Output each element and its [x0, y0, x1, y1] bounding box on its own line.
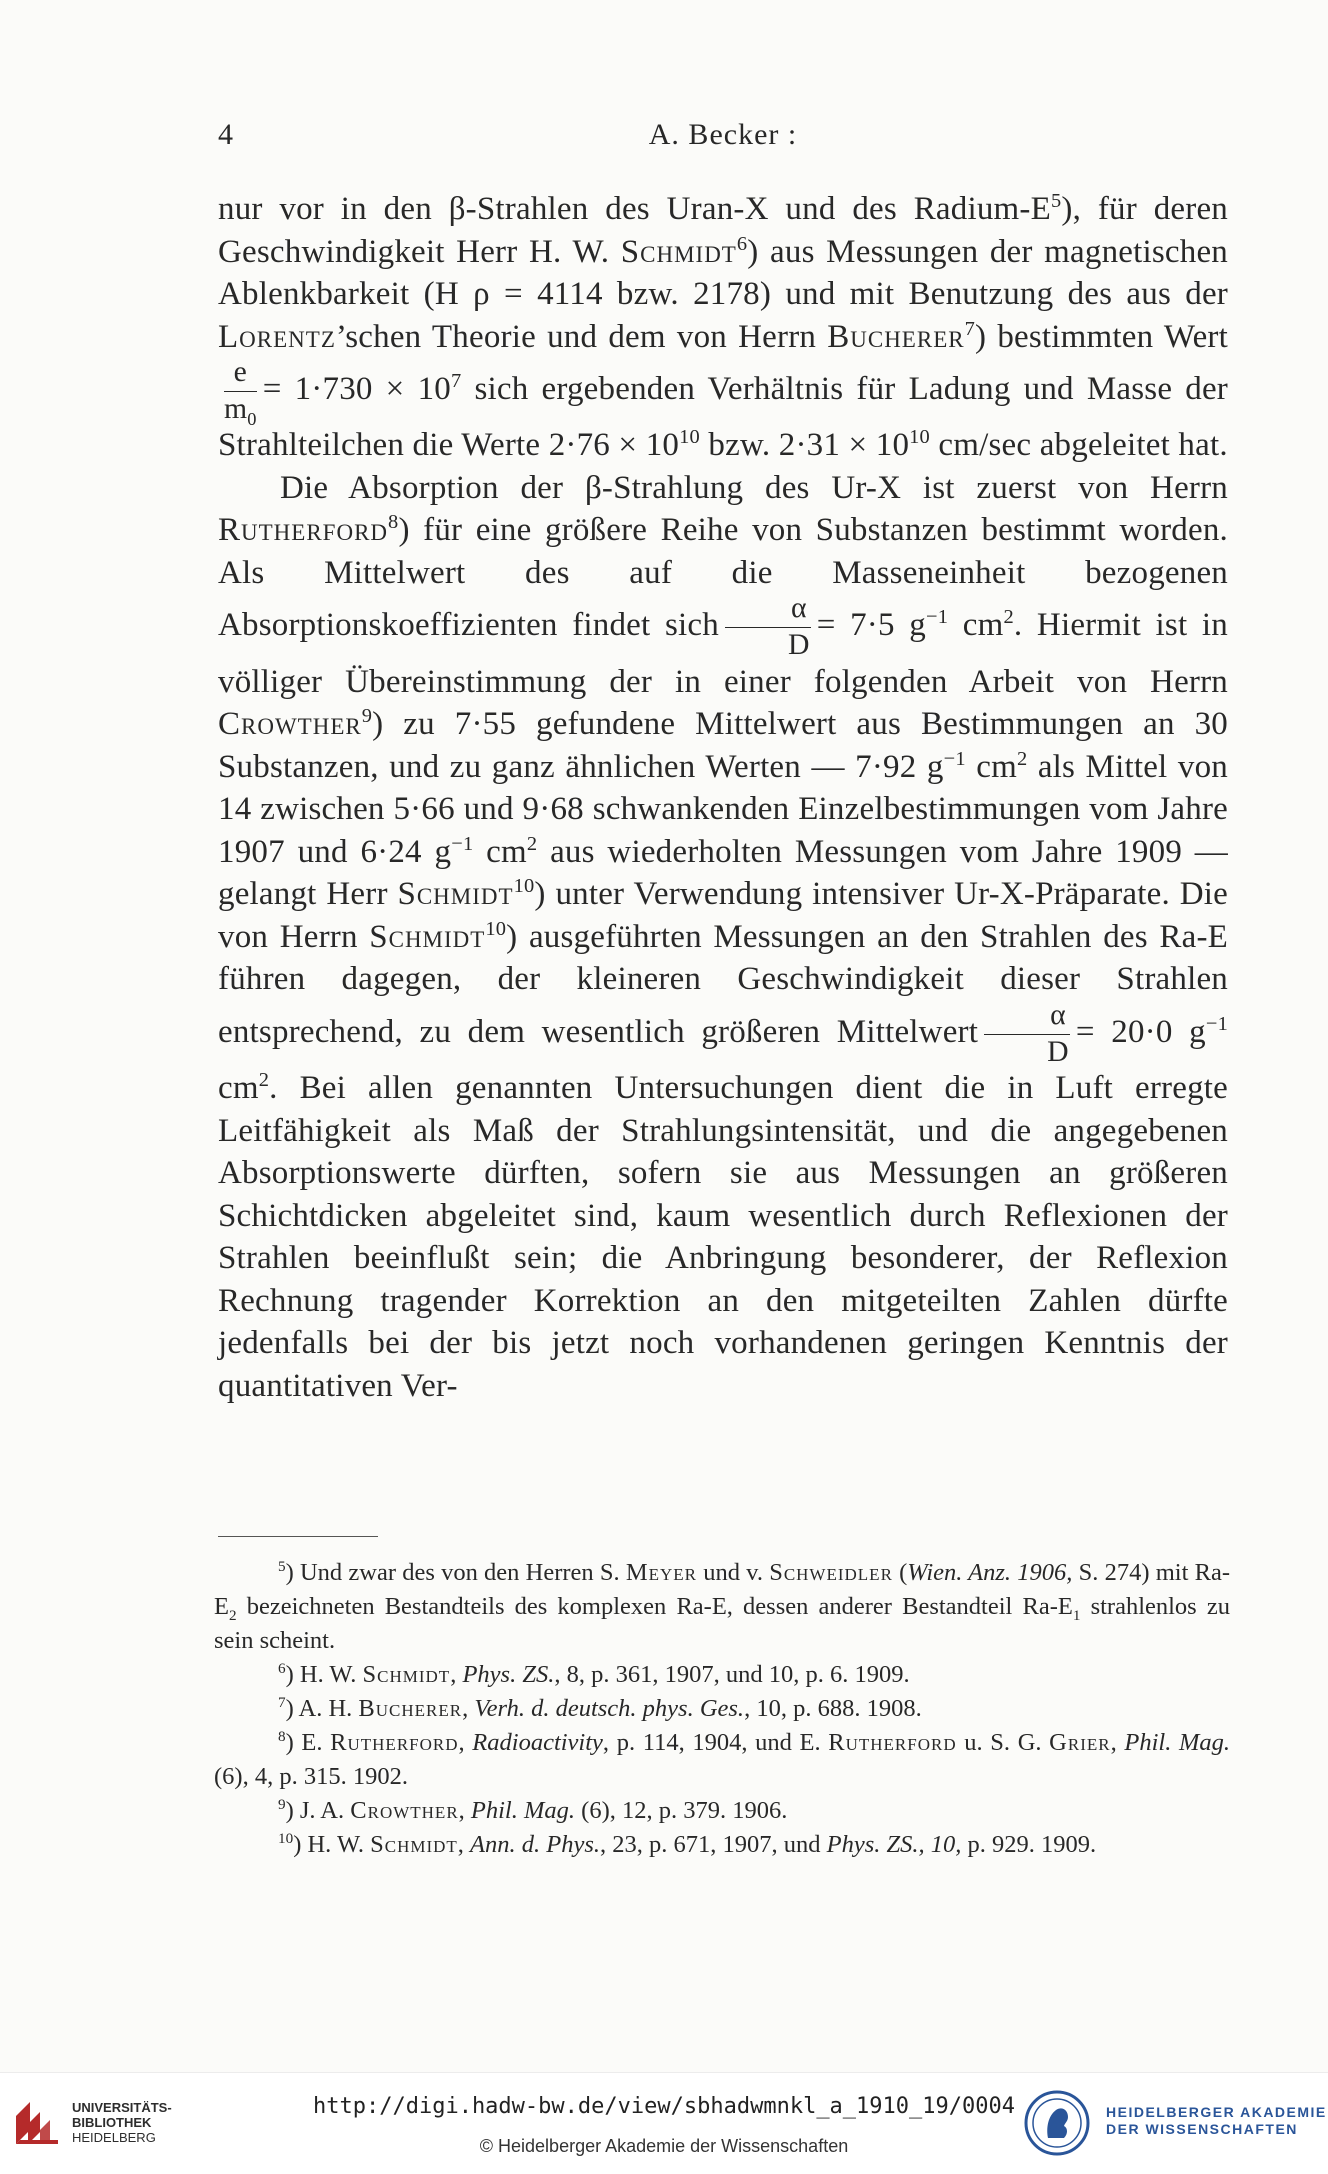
fraction-alpha-over-d: $\frac{\alpha}{D}$	[725, 594, 811, 660]
university-library-name: UNIVERSITÄTS- BIBLIOTHEK HEIDELBERG	[72, 2100, 172, 2145]
author-name: Lorentz	[218, 318, 336, 355]
footnote-10: $^{10}$) H. W. Schmidt, Ann. d. Phys., 23, p. 671, 1907, und Phys. ZS., 10, p. 929. 1909.	[278, 1829, 1097, 1858]
copyright-notice: © Heidelberger Akademie der Wissenschaften	[479, 2136, 849, 2156]
author-name: Rutherford	[218, 512, 389, 549]
footnote-5: $^5$) Und zwar des von den Herren S. Meyer und v. Schweidler (Wien. Anz. 1906, S. 274) mit $Ra-E_2$ bezeichneten Bestandteils des komplexen Ra-E, dessen anderer Bestandteil $Ra-E_1$ strahlenlos zu sein scheint.	[214, 1557, 1230, 1654]
author-name: Schmidt	[397, 876, 514, 913]
paragraph-2: Die Absorption der β-Strahlung des Ur-X ist zuerst von Herrn Rutherford$^8$) für eine größere Reihe von Substanzen bestimmt worden. Als Mittelwert des auf die Masseneinheit bezogenen Absorptionskoeffizienten findet sich $\frac{\alpha}{D}$ = 7·5 $g^{-1}$ $cm^2$. Hiermit ist in völliger Übereinstimmung der in einer folgenden Arbeit von Herrn Crowther$^9$) zu 7·55 gefundene Mittelwert aus Bestimmungen an 30 Substanzen, und zu ganz ähnlichen Werten — 7·92 $g^{-1}$ $cm^2$ als Mittel von 14 zwischen 5·66 und 9·68 schwankenden Einzelbestimmungen vom Jahre 1907 und 6·24 $g^{-1}$ $cm^2$ aus wiederholten Messungen vom Jahre 1909 — gelangt Herr Schmidt$^{10}$) unter Verwendung intensiver Ur-X-Präparate. Die von Herrn Schmidt$^{10}$) ausgeführten Messungen an den Strahlen des Ra-E führen dagegen, der kleineren Geschwindigkeit dieser Strahlen entsprechend, zu dem wesentlich größeren Mittelwert $\frac{\alpha}{D}$ = 20·0 $g^{-1}$ $cm^2$. Bei allen genannten Untersuchungen dient die in Luft erregte Leitfähigkeit als Maß der Strahlungsintensität, und die angegebenen Absorptionswerte dürften, sofern sie aus Messungen an größeren Schichtdicken abgeleitet sind, kaum wesentlich durch Reflexionen der Strahlen beeinflußt sein; die Anbringung besonderer, der Reflexion Rechnung tragender Korrektion an den mitgeteilten Zahlen dürfte jedenfalls bei der bis jetzt noch vorhandenen geringen Kenntnis der quantitativen Ver-	[218, 469, 1228, 1404]
academy-name: HEIDELBERGER AKADEMIE DER WISSENSCHAFTEN	[1106, 2104, 1327, 2137]
paragraph-1: nur vor in den β-Strahlen des Uran-X und des Radium-$E^5$), für deren Geschwindigkeit Herr H. W. Schmidt$^6$) aus Messungen der magnetischen Ablenkbarkeit (H ρ = 4114 bzw. 2178) und mit Benutzung des aus der Lorentz’schen Theorie und dem von Herrn Bucherer$^7$) bestimmten Wert $\frac{e}{m_0}$ = $1\cdot 730 \times 10^7$ sich ergebenden Verhältnis für Ladung und Masse der Strahlteilchen die Werte $2\cdot 76 \times 10^{10}$ bzw. $2\cdot 31 \times 10^{10}$ cm/sec abgeleitet hat.	[218, 190, 1228, 464]
footnote-ref: 10	[513, 875, 535, 898]
footnote-ref: 8	[388, 511, 399, 534]
footnote-6: $^6$) H. W. Schmidt, Phys. ZS., 8, p. 361, 1907, und 10, p. 6. 1909.	[278, 1659, 910, 1688]
footnote-divider	[218, 1536, 378, 1537]
footnote-7: $^7$) A. H. Bucherer, Verh. d. deutsch. phys. Ges., 10, p. 688. 1908.	[278, 1693, 922, 1722]
footnote-9: $^9$) J. A. Crowther, Phil. Mag. (6), 12, p. 379. 1906.	[278, 1795, 788, 1824]
page-url-link[interactable]: http://digi.hadw-bw.de/view/sbhadwmnkl_a_1910_19/0004	[313, 2094, 1015, 2119]
fraction-e-over-m0: $\frac{e}{m_0}$	[224, 356, 257, 429]
fraction-alpha-over-d-2: $\frac{\alpha}{D}$	[984, 1001, 1070, 1067]
author-name: Schmidt	[369, 918, 486, 955]
footnote-ref: 5	[1050, 190, 1062, 212]
author-name: Crowther	[218, 706, 362, 743]
footnote-ref: 6	[736, 232, 748, 255]
footnote-ref: 7	[964, 317, 976, 340]
main-text	[218, 188, 1228, 1407]
footnote-8: $^8$) E. Rutherford, Radioactivity, p. 114, 1904, und E. Rutherford u. S. G. Grier, Phil. Mag. (6), 4, p. 315. 1902.	[214, 1727, 1231, 1790]
footnote-ref: 9	[361, 705, 373, 728]
running-title: A. Becker :	[648, 118, 798, 151]
footnote-ref: 10	[485, 917, 507, 940]
academy-seal-icon	[1024, 2090, 1090, 2156]
footnotes	[214, 1556, 1230, 1862]
page-header	[218, 118, 1228, 162]
author-name: Schmidt	[620, 233, 737, 270]
author-name: Bucherer	[827, 318, 965, 355]
page-number: 4	[218, 118, 233, 151]
